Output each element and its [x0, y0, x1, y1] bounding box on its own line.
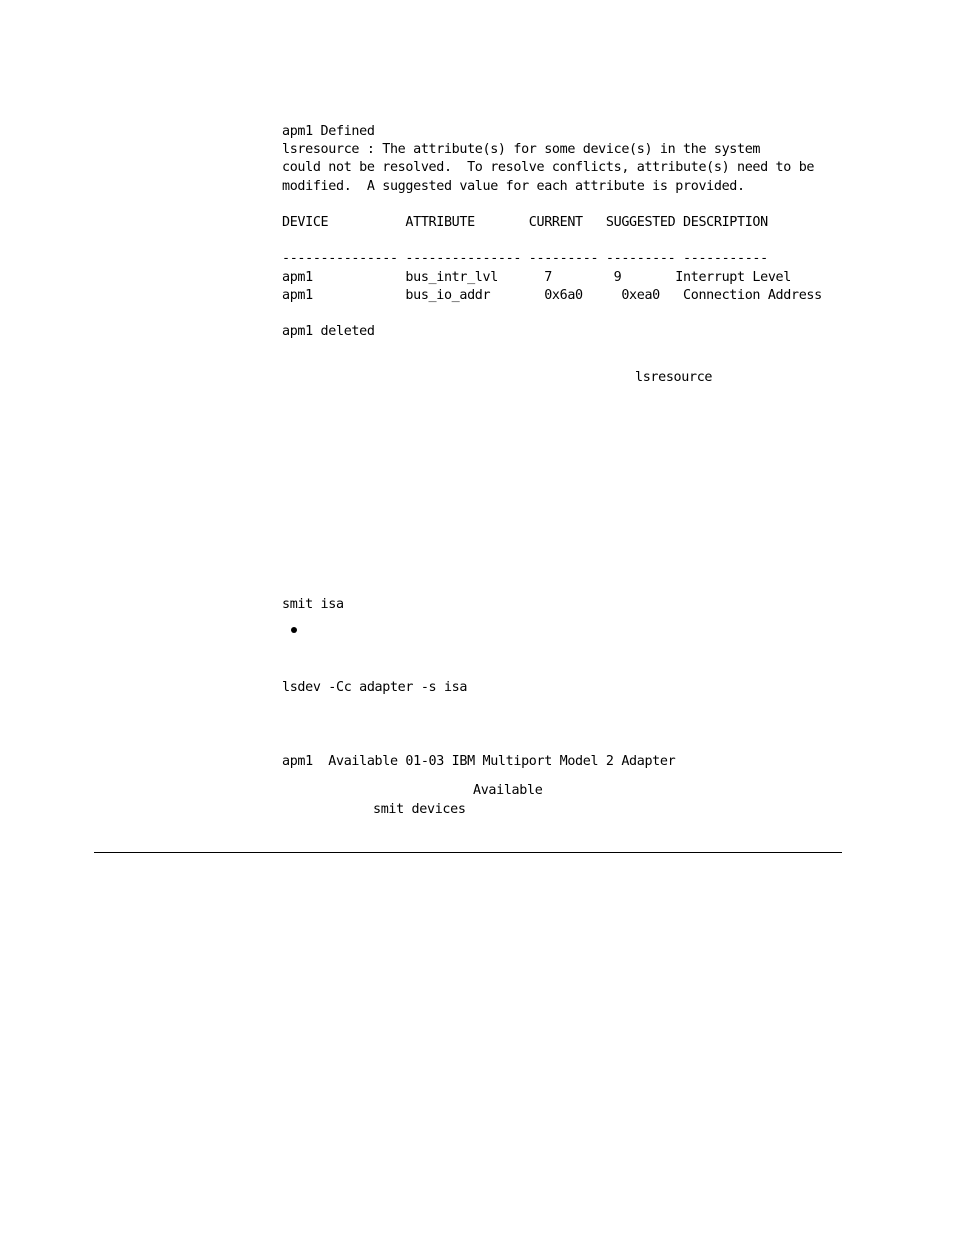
- table-row: apm1 bus_io_addr 0x6a0 0xea0 Connection Address: [282, 287, 822, 303]
- deleted-line: apm1 deleted: [282, 324, 375, 340]
- output-line-conflicts: could not be resolved. To resolve conflicts, attribute(s) need to be: [282, 160, 815, 176]
- table-separator: --------------- --------------- --------- --------- -----------: [282, 251, 768, 267]
- lsdev-output: apm1 Available 01-03 IBM Multiport Model 2 Adapter: [282, 754, 676, 769]
- bullet-icon: [291, 627, 297, 633]
- table-spacer: [282, 232, 822, 250]
- command-output-block: [282, 123, 814, 196]
- table-header: DEVICE ATTRIBUTE CURRENT SUGGESTED DESCRIPTION: [282, 215, 768, 230]
- horizontal-rule: [94, 852, 842, 853]
- attribute-table: [282, 214, 822, 341]
- table-row: apm1 bus_intr_lvl 7 9 Interrupt Level: [282, 269, 791, 285]
- available-label: Available: [473, 783, 543, 798]
- smit-isa-command: smit isa: [282, 597, 344, 612]
- lsdev-command: lsdev -Cc adapter -s isa: [282, 680, 468, 695]
- smit-devices-command: smit devices: [373, 802, 466, 817]
- output-line-modified: modified. A suggested value for each attribute is provided.: [282, 178, 745, 194]
- output-line-lsresource: lsresource : The attribute(s) for some device(s) in the system: [282, 142, 761, 158]
- lsresource-label: lsresource: [635, 370, 713, 385]
- table-spacer: [282, 305, 822, 323]
- output-line-defined: apm1 Defined: [282, 124, 375, 139]
